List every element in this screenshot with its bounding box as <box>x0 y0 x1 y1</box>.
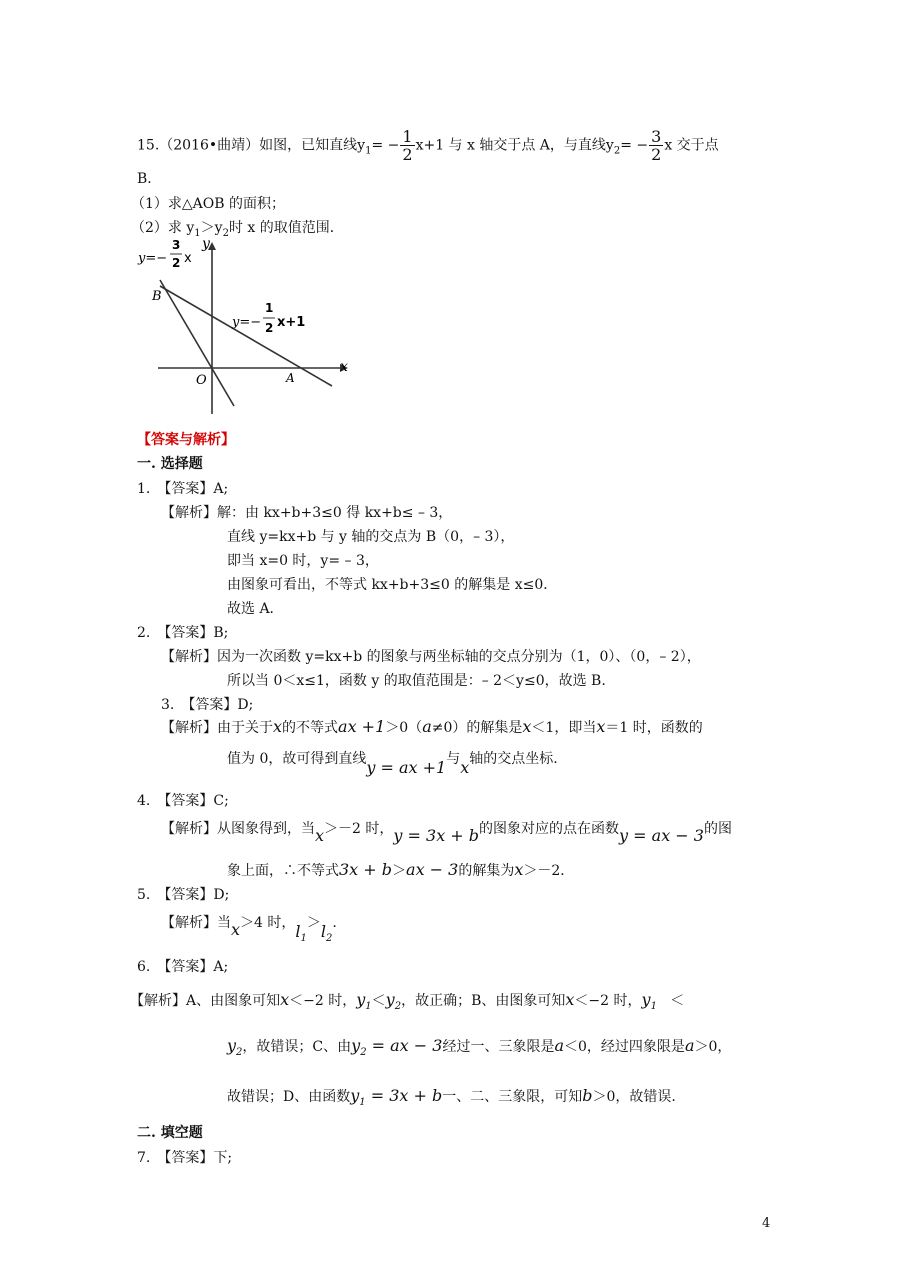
answer-1-line3: 即当 x=0 时，y= – 3， <box>227 553 379 569</box>
a4-line2-b: ＞ <box>392 863 407 879</box>
a3-text-e: ＜1，即当 <box>531 720 597 736</box>
a6-func1-sub: 2 <box>360 1047 367 1059</box>
a5-text-a: 【解析】当 <box>161 915 231 931</box>
a5-l2-sub: 2 <box>326 933 333 945</box>
a6-func2-y: y <box>350 1086 360 1105</box>
a5-dot: . <box>332 915 337 931</box>
question-15-part1: （1）求△AOB 的面积； <box>131 196 285 212</box>
frac-denominator: 2 <box>402 145 413 164</box>
a4-func4: ax − 3 <box>406 860 459 879</box>
part2-text-a: （2）求 y <box>131 220 195 236</box>
answer-5: 5. 【答案】D; <box>137 887 230 903</box>
answer-2-line2: 所以当 0＜x≤1，函数 y 的取值范围是：– 2＜y≤0，故选 B. <box>227 673 606 689</box>
a6-y4-sub: 2 <box>236 1047 243 1059</box>
question-15-line2: B． <box>137 171 162 187</box>
answer-3: 3. 【答案】D; <box>161 697 254 713</box>
answer-2: 2. 【答案】B; <box>137 625 229 641</box>
answer-6: 6. 【答案】A; <box>137 959 229 975</box>
part2-sub1: 1 <box>194 227 201 239</box>
a4-func1: y = 3x + b <box>393 826 480 845</box>
a3-text-f: ＝1 时，函数的 <box>605 720 703 736</box>
label-l1-a: y=− <box>138 251 168 266</box>
a4-line2-c: 的解集为 <box>458 863 515 879</box>
a6-lt2: ＜ <box>670 993 685 1009</box>
part2-text-b: ＞y <box>200 220 223 236</box>
question-15-line1 <box>137 128 719 166</box>
a6-func1-rest: = ax − 3 <box>366 1036 443 1055</box>
a6-line2-c: ＜0，经过四象限是 <box>564 1039 685 1055</box>
a6-y1-letter: y <box>356 990 366 1009</box>
q15-y2-sub: 2 <box>613 145 621 157</box>
answers-header: 【答案与解析】 <box>137 432 235 448</box>
q15-y2: y <box>605 137 614 154</box>
a3-text-a: 【解析】由于关于 <box>161 720 273 736</box>
a4-text-c: 的图象对应的点在函数 <box>479 821 620 837</box>
a6-text-b: ＜−2 时， <box>289 993 357 1009</box>
a6-var-x2: x <box>565 990 575 1009</box>
a4-text-b: ＞－2 时， <box>324 821 394 837</box>
label-l1-b: x <box>184 251 192 266</box>
a5-l1-letter: l <box>295 922 301 941</box>
a3-var-x2: x <box>522 717 532 736</box>
a6-var-a1: a <box>554 1036 565 1055</box>
a6-text-c: ，故正确；B、由图象可知 <box>401 993 566 1009</box>
q15-intro: 15.（2016•曲靖）如图，已知直线 <box>137 137 358 154</box>
q15-y1: y <box>357 137 366 154</box>
line-y-neg-half-x-plus-1 <box>160 286 332 386</box>
label-l1-den: 2 <box>172 256 181 270</box>
a4-line2-d: ＞－2． <box>523 863 575 879</box>
a3-expr: ax +1 <box>338 717 386 736</box>
answer-3-line1 <box>161 716 703 739</box>
function-graph <box>130 234 370 420</box>
a6-y1 <box>356 990 372 1013</box>
a6-y1-sub: 1 <box>365 1001 372 1013</box>
answer-2-line1: 【解析】因为一次函数 y=kx+b 的图象与两坐标轴的交点分别为（1，0）、（0，– 2）， <box>161 649 701 665</box>
a6-func1 <box>351 1036 443 1059</box>
section-1-title: 一. 选择题 <box>137 456 203 472</box>
label-point-B: B <box>152 289 162 304</box>
a5-text-b: ＞4 时， <box>240 915 296 931</box>
a6-y3-letter: y <box>641 990 651 1009</box>
a3-text-d: ≠0）的解集是 <box>431 720 523 736</box>
a5-l2 <box>320 922 333 945</box>
a6-text-d: ＜−2 时， <box>574 993 642 1009</box>
a6-line3-a: 故错误；D、由函数 <box>227 1089 351 1105</box>
a3-var-x4: x <box>460 758 470 777</box>
a3-text-c: ＞0（ <box>385 720 423 736</box>
a6-y4-letter: y <box>227 1036 237 1055</box>
answer-1-line4: 由图象可看出，不等式 kx+b+3≤0 的解集是 x≤0． <box>227 577 558 593</box>
a4-func2: y = ax − 3 <box>619 826 704 845</box>
a6-y2-letter: y <box>385 990 395 1009</box>
a4-func3: 3x + b <box>339 860 393 879</box>
a3-text-b: 的不等式 <box>282 720 339 736</box>
a6-func2 <box>350 1086 443 1109</box>
a3-line-eq: y = ax +1 <box>366 758 447 777</box>
a5-var-x: x <box>231 920 241 939</box>
a6-y2 <box>385 990 402 1013</box>
label-x-axis: x <box>340 359 348 375</box>
a4-text-d: 的图 <box>703 821 732 837</box>
answer-1-line1: 【解析】解：由 kx+b+3≤0 得 kx+b≤ – 3， <box>161 505 453 521</box>
a4-var-x: x <box>315 826 325 845</box>
a6-y2-sub: 2 <box>394 1001 402 1013</box>
a4-var-x2: x <box>514 860 524 879</box>
a6-line2-d: ＞0， <box>694 1039 732 1055</box>
answer-6-line1 <box>130 988 684 1019</box>
a5-l1-sub: 1 <box>300 933 307 945</box>
a5-l1 <box>295 922 307 945</box>
a3-line2-b: 与 <box>446 751 461 767</box>
label-l2-a: y=− <box>232 315 262 330</box>
answer-1-line5: 故选 A． <box>227 601 284 617</box>
a6-y3 <box>641 990 657 1013</box>
fraction-one-half <box>400 128 414 163</box>
a6-func1-y: y <box>351 1036 361 1055</box>
part2-text-c: 时 x 的取值范围． <box>228 220 344 236</box>
a6-y3-sub: 1 <box>650 1001 657 1013</box>
label-l1-num: 3 <box>172 238 181 252</box>
label-origin-O: O <box>196 373 207 388</box>
label-l2-b: x+1 <box>277 315 306 330</box>
label-l2-num: 1 <box>265 301 274 315</box>
a6-y4 <box>227 1036 243 1059</box>
a6-func2-rest: = 3x + b <box>365 1086 443 1105</box>
answer-4: 4. 【答案】C; <box>137 793 229 809</box>
answer-6-line2 <box>227 1034 731 1065</box>
a5-l2-letter: l <box>320 922 327 941</box>
answer-3-line2 <box>227 746 558 777</box>
a3-line2-c: 轴的交点坐标. <box>469 751 558 767</box>
a6-var-a2: a <box>684 1036 695 1055</box>
q15-text3: x 交于点 <box>664 137 719 154</box>
frac-numerator: 3 <box>651 127 662 146</box>
answer-4-line2 <box>227 858 574 883</box>
a6-text-a: 【解析】A、由图象可知 <box>130 993 281 1009</box>
label-l2-den: 2 <box>265 321 274 335</box>
answer-7: 7. 【答案】下; <box>137 1150 233 1166</box>
frac-numerator: 1 <box>402 127 413 146</box>
q15-y1-sub: 1 <box>365 145 372 157</box>
part2-sub2: 2 <box>222 227 229 239</box>
answer-6-line3 <box>227 1084 676 1115</box>
a6-line3-c: ＞0，故错误. <box>592 1089 676 1105</box>
a3-var-x3: x <box>596 717 606 736</box>
page-number: 4 <box>762 1216 771 1231</box>
a5-gt: ＞ <box>306 915 321 931</box>
answer-1: 1. 【答案】A; <box>137 481 229 497</box>
a6-line3-b: 一、二、三象限，可知 <box>442 1089 583 1105</box>
label-point-A: A <box>286 371 295 385</box>
a6-func2-sub: 1 <box>359 1097 366 1109</box>
a6-lt: ＜ <box>371 993 386 1009</box>
a6-line2-b: 经过一、三象限是 <box>442 1039 555 1055</box>
a4-line2-a: 象上面，∴不等式 <box>227 863 339 879</box>
section-2-title: 二. 填空题 <box>137 1125 203 1141</box>
q15-eq2: = − <box>620 137 649 154</box>
fraction-three-halves <box>649 128 663 163</box>
answer-5-line1 <box>161 910 337 945</box>
a6-line2-a: ，故错误；C、由 <box>242 1039 352 1055</box>
q15-text2: x+1 与 x 轴交于点 A，与直线 <box>415 137 606 154</box>
frac-denominator: 2 <box>651 145 662 164</box>
answer-1-line2: 直线 y=kx+b 与 y 轴的交点为 B（0，– 3）， <box>227 529 515 545</box>
label-y-axis: y <box>202 236 210 252</box>
a4-text-a: 【解析】从图象得到，当 <box>161 821 315 837</box>
q15-eq: = − <box>371 137 400 154</box>
a6-var-x1: x <box>280 990 290 1009</box>
a3-line2-a: 值为 0，故可得到直线 <box>227 751 367 767</box>
answer-4-line1 <box>161 816 732 845</box>
a3-var-a: a <box>422 717 432 736</box>
a3-var-x: x <box>273 717 283 736</box>
a6-var-b: b <box>582 1086 593 1105</box>
